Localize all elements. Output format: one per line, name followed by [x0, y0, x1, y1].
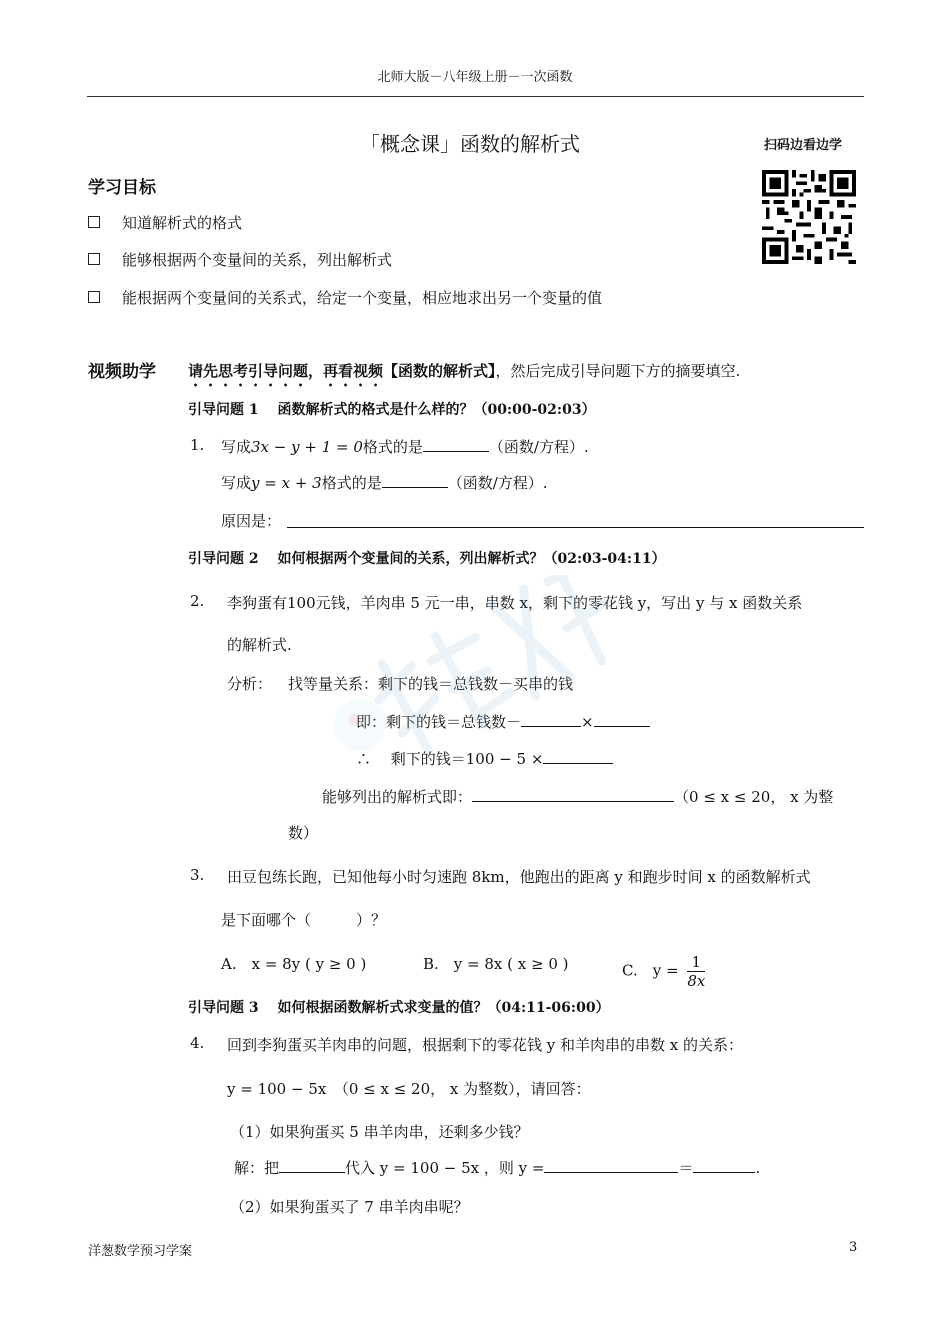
- qr-code-icon[interactable]: [762, 170, 856, 264]
- option-c[interactable]: C. y = $\frac{1}{8x}$: [622, 953, 706, 990]
- analysis-line5: 数）: [288, 824, 319, 842]
- video-intro: 请先思考引导问题，再看视频【函数的解析式】，然后完成引导问题下方的摘要填空.: [188, 362, 741, 380]
- guide2-title: 引导问题 2 如何根据两个变量间的关系，列出解析式？（02:03-04:11）: [188, 551, 666, 567]
- analysis-label: 分析：: [227, 675, 273, 693]
- q3-number: 3.: [190, 866, 205, 884]
- objective-item-2: 能够根据两个变量间的关系，列出解析式: [88, 249, 392, 270]
- checkbox[interactable]: [88, 253, 100, 265]
- q4-line1: 回到李狗蛋买羊肉串的问题，根据剩下的零花钱 y 和羊肉串的串数 x 的关系：: [227, 1036, 744, 1054]
- header-rule: [87, 96, 864, 97]
- q1-line2: 写成y = x + 3格式的是 （函数/方程）.: [221, 474, 548, 492]
- answer-blank[interactable]: [544, 1158, 678, 1173]
- video-heading: 视频助学: [88, 362, 156, 382]
- checkbox[interactable]: [88, 291, 100, 303]
- reason-answer-line[interactable]: [287, 527, 864, 528]
- solution-line: 解：把 代入 y = 100 − 5x ，则 y = ＝ .: [234, 1159, 761, 1177]
- analysis-line3: ∴ 剩下的钱＝100 − 5 ×: [356, 748, 613, 769]
- guide1-title: 引导问题 1 函数解析式的格式是什么样的？（00:00-02:03）: [188, 402, 596, 418]
- page-number: 3: [849, 1240, 858, 1255]
- answer-blank[interactable]: [423, 437, 489, 452]
- q1-reason-label: 原因是：: [221, 512, 282, 530]
- q3-line1: 田豆包练长跑，已知他每小时匀速跑 8km，他跑出的距离 y 和跑步时间 x 的函数解析式: [227, 868, 811, 886]
- answer-blank[interactable]: [472, 787, 674, 802]
- guide3-title: 引导问题 3 如何根据函数解析式求变量的值？（04:11-06:00）: [188, 1000, 610, 1016]
- footer-text: 洋葱数学预习学案: [88, 1244, 193, 1259]
- answer-blank[interactable]: [521, 712, 581, 727]
- q3-line2: 是下面哪个（ ）？: [221, 911, 387, 929]
- checkbox[interactable]: [88, 216, 100, 228]
- q1-line1: 写成3x − y + 1 = 0格式的是 （函数/方程）.: [221, 438, 589, 456]
- page-title: 「概念课」函数的解析式: [360, 132, 580, 156]
- sub-question-1: （1）如果狗蛋买 5 串羊肉串，还剩多少钱？: [230, 1123, 529, 1141]
- fraction: $\frac{1}{8x}$: [687, 953, 706, 990]
- q4-line2: y = 100 − 5x （0 ≤ x ≤ 20， x 为整数），请回答：: [227, 1080, 591, 1098]
- answer-blank[interactable]: [594, 712, 650, 727]
- q4-number: 4.: [190, 1034, 205, 1052]
- analysis-line4: 能够列出的解析式即： （0 ≤ x ≤ 20， x 为整: [322, 788, 834, 806]
- q2-line2: 的解析式.: [227, 636, 292, 654]
- page-header: 北师大版－八年级上册－一次函数: [377, 70, 573, 85]
- objective-item-3: 能根据两个变量间的关系式，给定一个变量，相应地求出另一个变量的值: [88, 287, 602, 308]
- answer-blank[interactable]: [382, 473, 448, 488]
- sub-question-2: （2）如果狗蛋买了 7 串羊肉串呢？: [230, 1198, 469, 1216]
- q2-number: 2.: [190, 592, 205, 610]
- analysis-line2: 即：剩下的钱＝总钱数－ ×: [356, 711, 650, 732]
- answer-blank[interactable]: [543, 749, 613, 764]
- scan-label: 扫码边看边学: [764, 138, 843, 153]
- objectives-heading: 学习目标: [88, 178, 156, 198]
- option-b[interactable]: B. y = 8x ( x ≥ 0 ): [423, 955, 569, 973]
- analysis-line1: 找等量关系：剩下的钱＝总钱数－买串的钱: [288, 675, 574, 693]
- answer-blank[interactable]: [279, 1158, 345, 1173]
- answer-blank[interactable]: [693, 1158, 755, 1173]
- q1-number: 1.: [190, 436, 205, 454]
- q2-line1: 李狗蛋有100元钱，羊肉串 5 元一串，串数 x，剩下的零花钱 y，写出 y 与 x 函数关系: [227, 594, 803, 612]
- objective-item-1: 知道解析式的格式: [88, 212, 242, 233]
- option-a[interactable]: A. x = 8y ( y ≥ 0 ): [221, 955, 367, 973]
